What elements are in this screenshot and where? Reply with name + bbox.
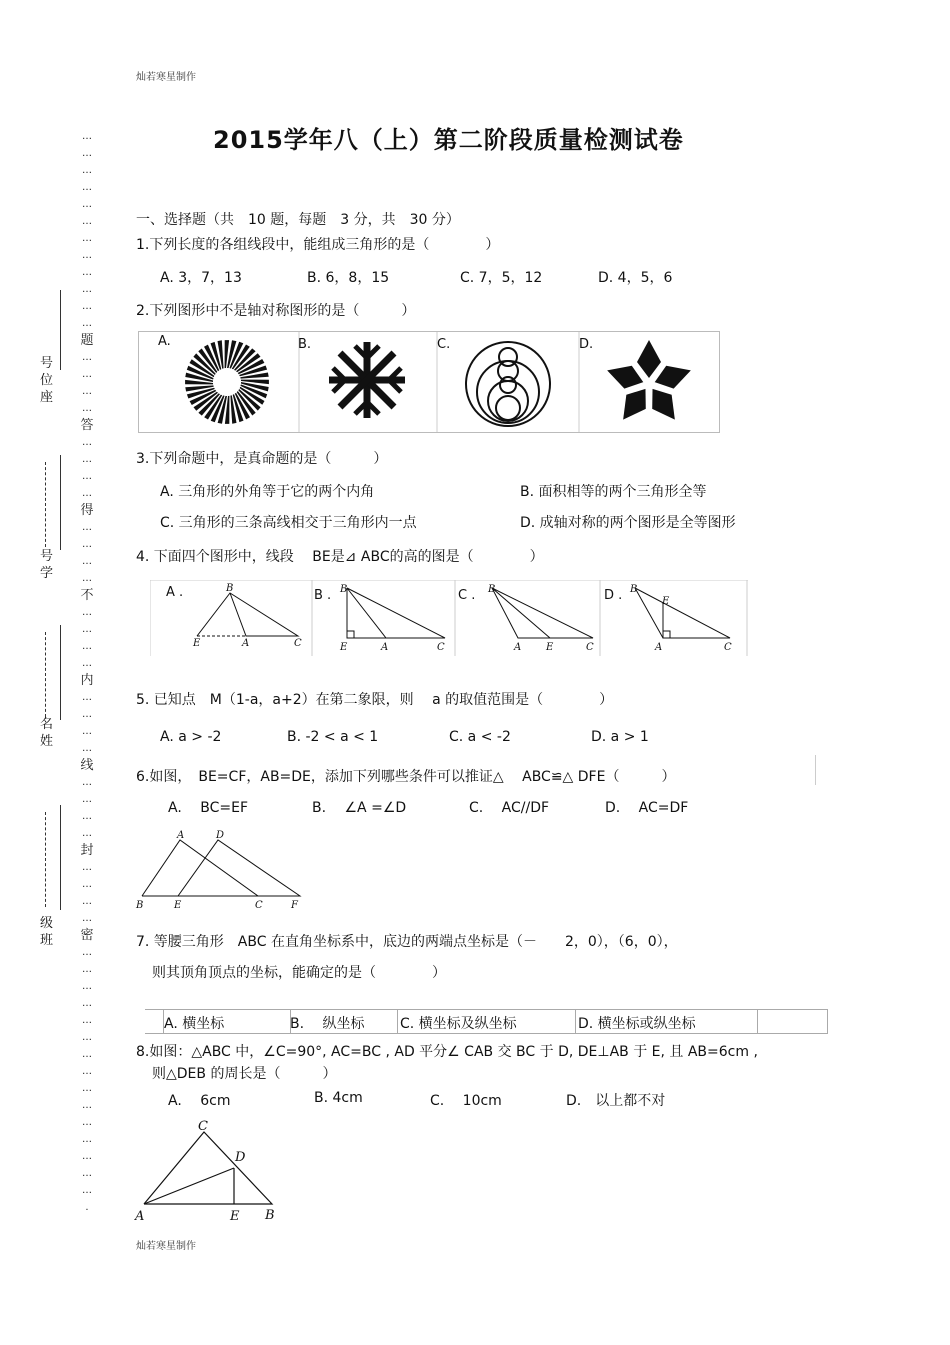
binding-dot: . bbox=[85, 1202, 89, 1213]
svg-text:B: B bbox=[340, 584, 348, 595]
q5-option-c: C. a < -2 bbox=[449, 729, 511, 745]
binding-mark: 封 bbox=[80, 843, 94, 858]
binding-mark: 密 bbox=[80, 928, 94, 943]
q8-stem: 8.如图：△ABC 中，∠C=90°, AC=BC , AD 平分∠ CAB 交 BC 于 D, DE⊥AB 于 E, 且 AB=6cm , bbox=[136, 1044, 758, 1060]
binding-dot: … bbox=[82, 148, 92, 159]
svg-text:A: A bbox=[655, 642, 663, 653]
svg-text:A: A bbox=[242, 638, 250, 649]
q6-option-c: C. AC//DF bbox=[469, 800, 550, 816]
q6-figure bbox=[132, 826, 304, 914]
svg-text:C: C bbox=[724, 642, 732, 653]
svg-text:C: C bbox=[586, 642, 594, 653]
q5-option-b: B. -2 < a < 1 bbox=[287, 729, 379, 745]
kite-shape bbox=[613, 382, 655, 427]
binding-mark: 内 bbox=[80, 673, 94, 688]
binding-dot: … bbox=[82, 1168, 92, 1179]
q2-label-d: D. bbox=[579, 337, 594, 352]
q1-option-b: B. 6，8，15 bbox=[307, 270, 390, 286]
svg-text:A: A bbox=[381, 642, 389, 653]
binding-underline-2 bbox=[45, 632, 46, 717]
binding-mark: 答 bbox=[80, 418, 94, 433]
binding-dot: … bbox=[82, 981, 92, 992]
svg-text:D: D bbox=[216, 830, 225, 841]
page-title: 2015学年八（上）第二阶段质量检测试卷 bbox=[213, 126, 684, 154]
student-number-label: 号学 bbox=[40, 549, 56, 581]
q2-figure-b-snowflake bbox=[329, 342, 405, 418]
binding-dot: … bbox=[82, 352, 92, 363]
binding-dot: … bbox=[82, 896, 92, 907]
q8-option-b: B. 4cm bbox=[314, 1090, 363, 1106]
binding-dots bbox=[80, 128, 94, 1216]
binding-dot: … bbox=[82, 182, 92, 193]
q4-figure-a bbox=[192, 583, 302, 649]
q5-option-d: D. a > 1 bbox=[591, 729, 649, 745]
q7-option-d: D. 横坐标或纵坐标 bbox=[578, 1016, 696, 1032]
q5-stem: 5. 已知点 M（1-a，a+2）在第二象限，则 a 的取值范围是（ ） bbox=[136, 692, 614, 708]
q8-option-d: D. 以上都不对 bbox=[566, 1093, 666, 1109]
binding-dot: … bbox=[82, 1015, 92, 1026]
binding-dot: … bbox=[82, 658, 92, 669]
binding-dot: … bbox=[82, 964, 92, 975]
binding-mark: 得 bbox=[80, 503, 94, 518]
binding-dot: … bbox=[82, 726, 92, 737]
q6-stem: 6.如图， BE=CF，AB=DE，添加下列哪些条件可以推证△ ABC≌△ DFE（ ） bbox=[136, 769, 676, 785]
q7-stem-line2: 则其顶角顶点的坐标，能确定的是（ ） bbox=[152, 965, 446, 981]
binding-dot: … bbox=[82, 879, 92, 890]
binding-dot: … bbox=[82, 947, 92, 958]
q1-option-a: A. 3，7，13 bbox=[160, 270, 242, 286]
svg-text:C: C bbox=[255, 900, 263, 911]
q1-option-d: D. 4，5，6 bbox=[598, 270, 673, 286]
svg-text:C: C bbox=[437, 642, 445, 653]
svg-text:B: B bbox=[265, 1208, 275, 1223]
q4-figure-strip bbox=[150, 580, 748, 656]
q6-option-b: B. ∠A =∠D bbox=[312, 800, 407, 816]
q2-label-b: B. bbox=[298, 337, 312, 352]
svg-text:E: E bbox=[174, 900, 182, 911]
svg-text:E: E bbox=[230, 1209, 240, 1224]
binding-line-1 bbox=[60, 290, 61, 370]
binding-dot: … bbox=[82, 386, 92, 397]
binding-dot: … bbox=[82, 1151, 92, 1162]
kite-shape bbox=[643, 382, 685, 427]
q2-figure-c-circles bbox=[466, 342, 550, 426]
q6-option-d: D. AC=DF bbox=[605, 800, 689, 816]
svg-text:C: C bbox=[294, 638, 302, 649]
q3-stem: 3.下列命题中，是真命题的是（ ） bbox=[136, 451, 388, 467]
q6-side-mark bbox=[815, 755, 816, 785]
section-heading: 一、选择题（共 10 题，每题 3 分，共 30 分） bbox=[136, 212, 460, 228]
q4-figure-b bbox=[339, 584, 445, 653]
binding-dot: … bbox=[82, 862, 92, 873]
binding-dot: … bbox=[82, 216, 92, 227]
svg-text:B: B bbox=[136, 900, 144, 911]
binding-dot: … bbox=[82, 1117, 92, 1128]
binding-dot: … bbox=[82, 777, 92, 788]
binding-dot: … bbox=[82, 556, 92, 567]
binding-dot: … bbox=[82, 1100, 92, 1111]
q7-option-b: B. 纵坐标 bbox=[290, 1016, 365, 1032]
class-label: 级班 bbox=[40, 916, 56, 948]
binding-dot: … bbox=[82, 828, 92, 839]
q4-figure-d bbox=[629, 584, 732, 653]
binding-line-2 bbox=[60, 455, 61, 550]
binding-dot: … bbox=[82, 1185, 92, 1196]
svg-text:A: A bbox=[177, 830, 185, 841]
binding-underline-1 bbox=[45, 462, 46, 547]
name-label: 名姓 bbox=[40, 717, 56, 749]
svg-text:B: B bbox=[488, 584, 496, 595]
q4-label-d: D . bbox=[604, 588, 623, 603]
svg-text:D: D bbox=[235, 1150, 246, 1165]
binding-dot: … bbox=[82, 1134, 92, 1145]
q3-option-d: D. 成轴对称的两个图形是全等图形 bbox=[520, 515, 736, 531]
binding-dot: … bbox=[82, 709, 92, 720]
svg-text:E: E bbox=[340, 642, 348, 653]
binding-dot: … bbox=[82, 1049, 92, 1060]
svg-text:E: E bbox=[662, 596, 670, 607]
svg-text:A: A bbox=[135, 1209, 145, 1224]
binding-dot: … bbox=[82, 998, 92, 1009]
binding-dot: … bbox=[82, 573, 92, 584]
binding-dot: … bbox=[82, 1066, 92, 1077]
q4-label-c: C . bbox=[458, 588, 476, 603]
q4-label-a: A . bbox=[166, 585, 184, 600]
q2-figure-d-kites bbox=[603, 340, 694, 427]
binding-dot: … bbox=[82, 471, 92, 482]
q1-stem: 1.下列长度的各组线段中，能组成三角形的是（ ） bbox=[136, 237, 500, 253]
q2-figure-strip bbox=[138, 331, 720, 433]
binding-dot: … bbox=[82, 692, 92, 703]
svg-text:B: B bbox=[226, 583, 234, 594]
kite-shape bbox=[637, 340, 661, 378]
binding-line-4 bbox=[60, 805, 61, 910]
svg-text:F: F bbox=[291, 900, 298, 911]
q4-label-b: B . bbox=[314, 588, 332, 603]
q4-stem: 4. 下面四个图形中，线段 BE是⊿ ABC的高的图是（ ） bbox=[136, 549, 544, 565]
binding-dot: … bbox=[82, 454, 92, 465]
binding-dot: … bbox=[82, 165, 92, 176]
binding-dot: … bbox=[82, 624, 92, 635]
binding-dot: … bbox=[82, 369, 92, 380]
binding-dot: … bbox=[82, 250, 92, 261]
q2-label-a: A. bbox=[158, 334, 171, 349]
q7-stem: 7. 等腰三角形 ABC 在直角坐标系中，底边的两端点坐标是（－ 2，0），（6，0）， bbox=[136, 934, 678, 950]
binding-dot: … bbox=[82, 522, 92, 533]
binding-dot: … bbox=[82, 1032, 92, 1043]
svg-text:E: E bbox=[193, 638, 201, 649]
binding-dot: … bbox=[82, 233, 92, 244]
q3-option-a: A. 三角形的外角等于它的两个内角 bbox=[160, 484, 375, 500]
q4-figure-c bbox=[487, 584, 594, 653]
q6-option-a: A. BC=EF bbox=[168, 800, 248, 816]
q1-option-c: C. 7，5，12 bbox=[460, 270, 543, 286]
binding-mark: 题 bbox=[80, 333, 94, 348]
binding-mark: 线 bbox=[80, 758, 94, 773]
binding-dot: … bbox=[82, 1083, 92, 1094]
binding-dot: … bbox=[82, 743, 92, 754]
binding-dot: … bbox=[82, 607, 92, 618]
q8-option-a: A. 6cm bbox=[168, 1093, 231, 1109]
binding-dot: … bbox=[82, 403, 92, 414]
binding-dot: … bbox=[82, 539, 92, 550]
binding-dot: … bbox=[82, 199, 92, 210]
q2-label-c: C. bbox=[437, 337, 451, 352]
q5-option-a: A. a > -2 bbox=[160, 729, 222, 745]
binding-mark: 不 bbox=[80, 588, 94, 603]
binding-dot: … bbox=[82, 811, 92, 822]
binding-dot: … bbox=[82, 641, 92, 652]
binding-dot: … bbox=[82, 284, 92, 295]
q3-option-c: C. 三角形的三条高线相交于三角形内一点 bbox=[160, 515, 417, 531]
binding-dot: … bbox=[82, 301, 92, 312]
binding-dot: … bbox=[82, 267, 92, 278]
q7-option-c: C. 横坐标及纵坐标 bbox=[400, 1016, 517, 1032]
q8-figure bbox=[130, 1116, 280, 1226]
maker-top: 灿若寒星制作 bbox=[136, 72, 196, 83]
binding-dot: … bbox=[82, 794, 92, 805]
q7-option-a: A. 横坐标 bbox=[164, 1016, 225, 1032]
q2-stem: 2.下列图形中不是轴对称图形的是（ ） bbox=[136, 303, 416, 319]
svg-text:C: C bbox=[198, 1119, 208, 1134]
binding-underline-3 bbox=[45, 812, 46, 907]
binding-line-3 bbox=[60, 625, 61, 720]
maker-bottom: 灿若寒星制作 bbox=[136, 1241, 196, 1252]
binding-dot: … bbox=[82, 318, 92, 329]
q8-stem-line2: 则△DEB 的周长是（ ） bbox=[152, 1066, 337, 1082]
binding-dot: … bbox=[82, 913, 92, 924]
seat-label: 号位座 bbox=[40, 356, 56, 405]
binding-dot: … bbox=[82, 437, 92, 448]
binding-dot: … bbox=[82, 131, 92, 142]
binding-dot: … bbox=[82, 488, 92, 499]
svg-text:E: E bbox=[546, 642, 554, 653]
q8-option-c: C. 10cm bbox=[430, 1093, 502, 1109]
svg-text:B: B bbox=[630, 584, 638, 595]
q3-option-b: B. 面积相等的两个三角形全等 bbox=[520, 484, 707, 500]
svg-text:A: A bbox=[514, 642, 522, 653]
